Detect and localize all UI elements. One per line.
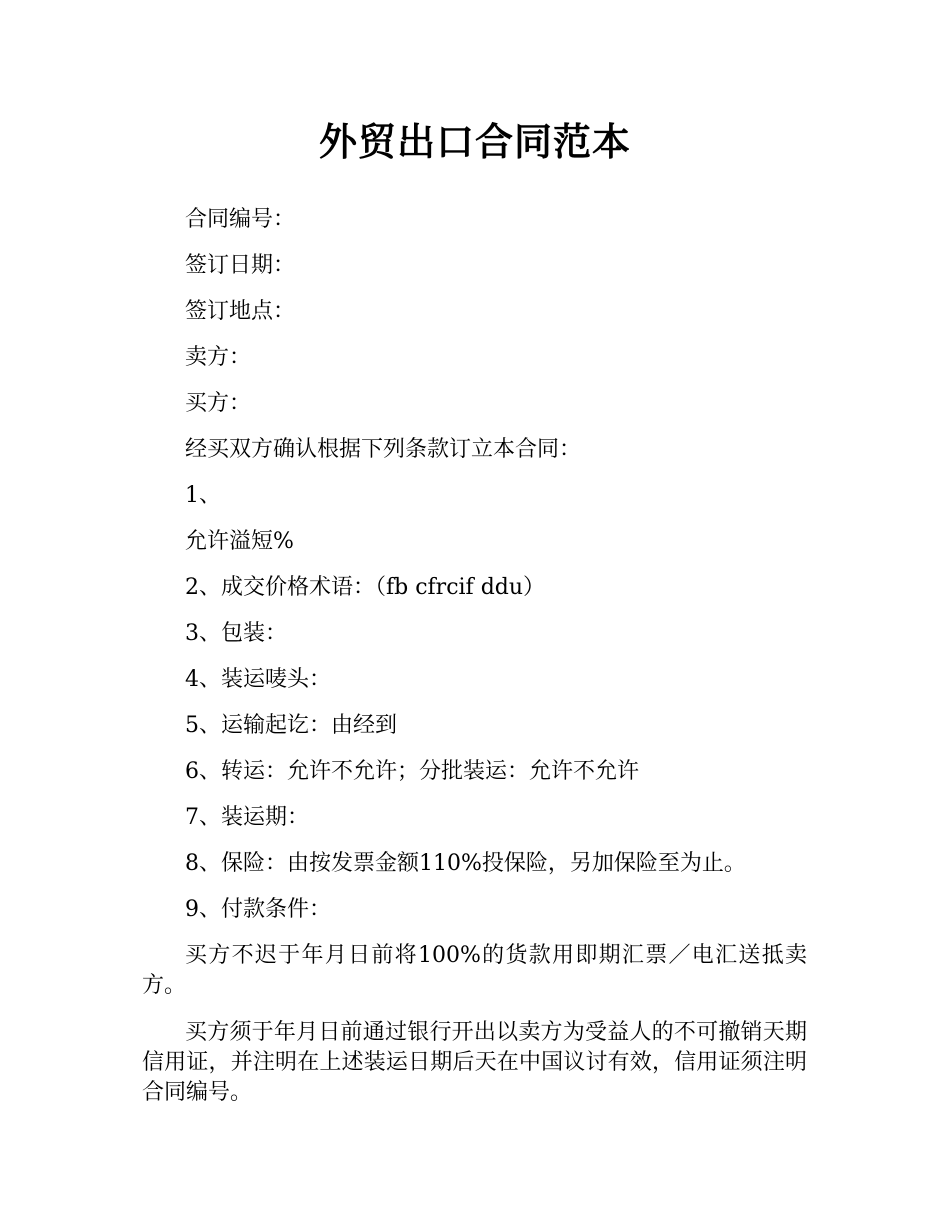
clause-9-payment-terms: 9、付款条件： <box>185 897 331 922</box>
payment-paragraph-lc: 买方须于年月日前通过银行开出以卖方为受益人的不可撤销天期信用证，并注明在上述装运日期后天在中国议讨有效，信用证须注明合同编号。 <box>142 1020 807 1105</box>
buyer-line: 买方： <box>185 391 252 416</box>
agreement-intro-line: 经买双方确认根据下列条款订立本合同： <box>185 437 582 462</box>
clause-5-transport: 5、运输起讫：由经到 <box>185 713 397 738</box>
payment-paragraph-tt: 买方不迟于年月日前将100%的货款用即期汇票／电汇送抵卖方。 <box>142 943 807 998</box>
clause-6-transshipment: 6、转运：允许不允许；分批装运：允许不允许 <box>185 759 639 784</box>
contract-number-line: 合同编号： <box>185 207 296 232</box>
clause-3-packing: 3、包装： <box>185 621 287 646</box>
clause-1-line: 1、 <box>185 483 221 508</box>
tolerance-line: 允许溢短% <box>185 529 294 554</box>
signing-place-line: 签订地点： <box>185 299 296 324</box>
document-title: 外贸出口合同范本 <box>318 120 631 164</box>
clause-2-price-terms: 2、成交价格术语：（fb cfrcif ddu） <box>185 575 546 600</box>
signing-date-line: 签订日期： <box>185 253 296 278</box>
clause-7-shipment-period: 7、装运期： <box>185 805 309 830</box>
clause-8-insurance: 8、保险：由按发票金额110%投保险，另加保险至为止。 <box>185 851 746 876</box>
seller-line: 卖方： <box>185 345 252 370</box>
clause-4-shipping-marks: 4、装运唛头： <box>185 667 331 692</box>
